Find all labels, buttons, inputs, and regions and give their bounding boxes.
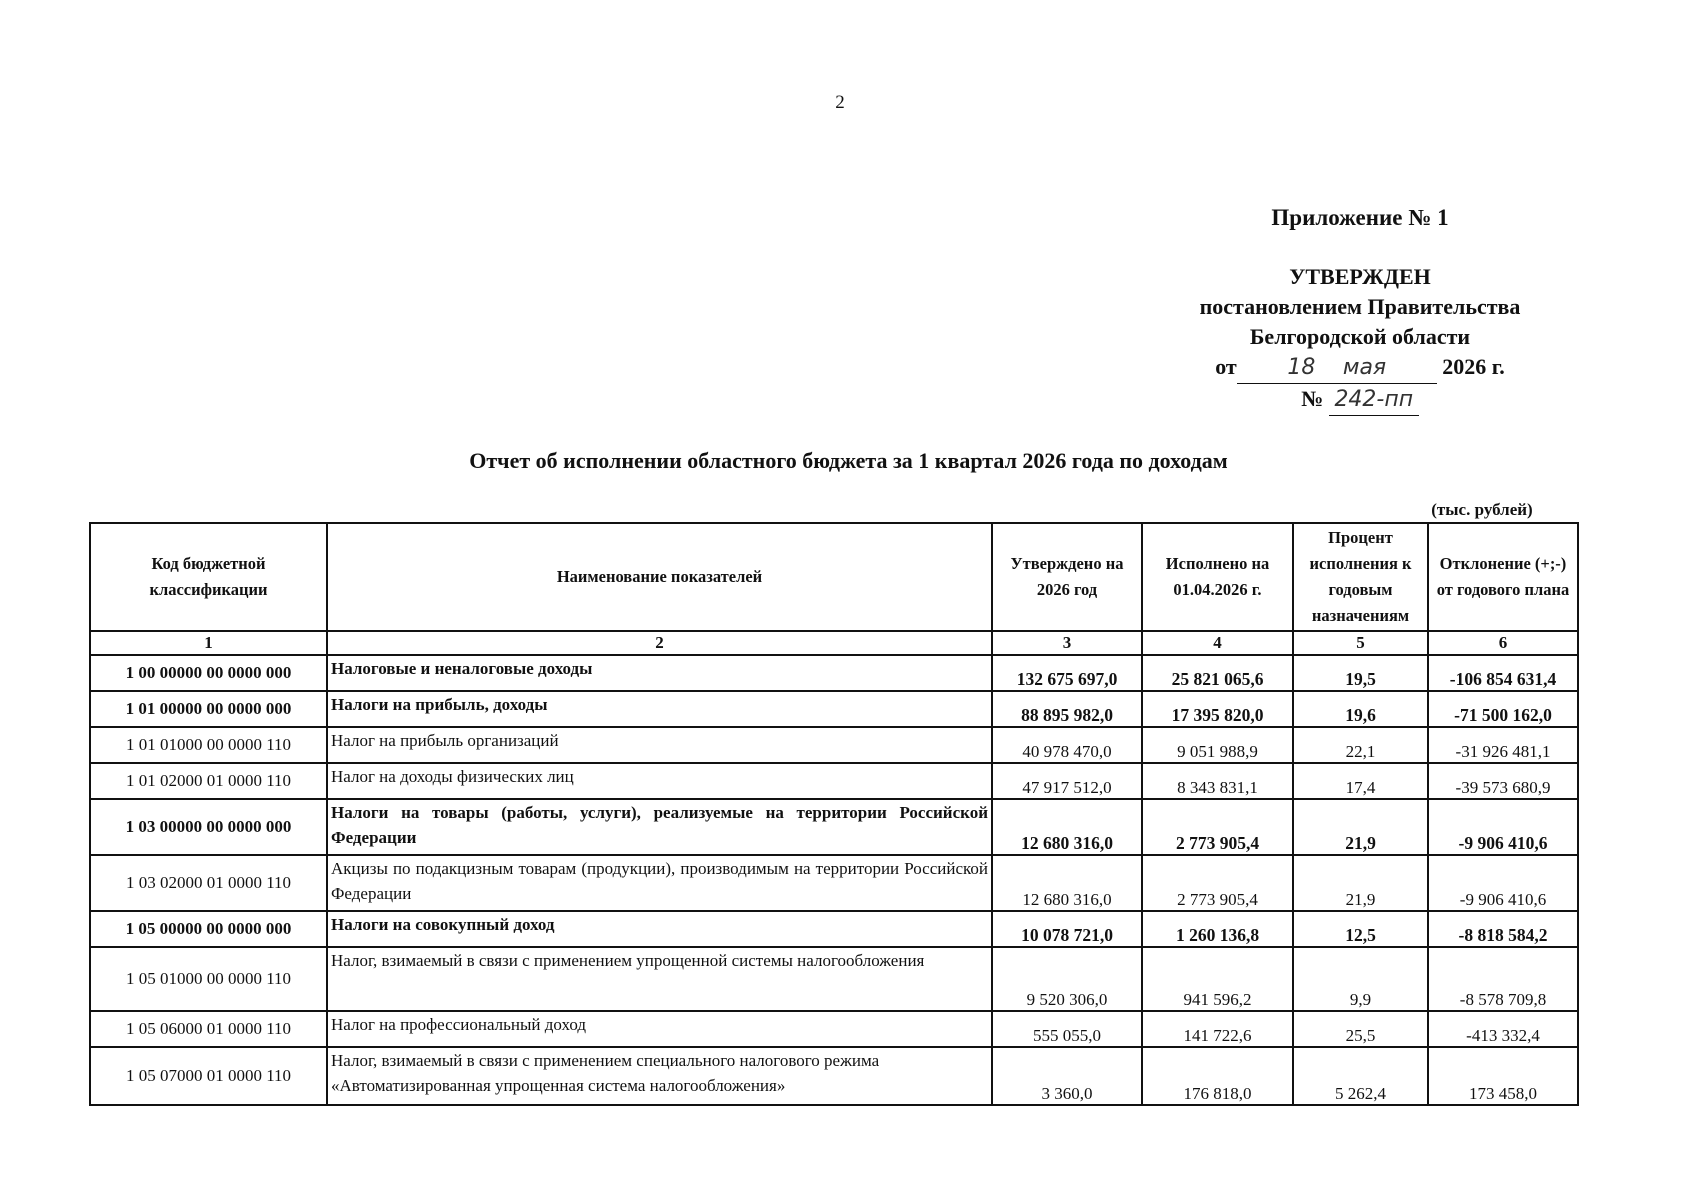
report-title: Отчет об исполнении областного бюджета за 1 квартал 2026 года по доходам xyxy=(469,448,1228,473)
number-blank xyxy=(1329,384,1419,416)
row-deviation: -39 573 680,9 xyxy=(1428,763,1578,799)
date-year: 2026 г. xyxy=(1442,354,1505,379)
row-name: Налоги на товары (работы, услуги), реализуемые на территории Российской Федерации xyxy=(327,799,992,855)
row-approved: 9 520 306,0 xyxy=(992,947,1142,1011)
approval-line-2: Белгородской области xyxy=(1249,324,1471,349)
row-deviation: -8 578 709,8 xyxy=(1428,947,1578,1011)
column-number: 3 xyxy=(992,631,1142,655)
row-approved: 10 078 721,0 xyxy=(992,911,1142,947)
row-name: Налог на профессиональный доход xyxy=(327,1011,992,1047)
row-name: Налог, взимаемый в связи с применением специального налогового режима «Автоматизированная упрощенная система налогообложения» xyxy=(327,1047,992,1105)
column-number: 5 xyxy=(1293,631,1428,655)
row-percent: 21,9 xyxy=(1293,855,1428,911)
header-name: Наименование показателей xyxy=(327,523,992,631)
row-approved: 132 675 697,0 xyxy=(992,655,1142,691)
table-row xyxy=(90,691,1578,727)
row-executed: 8 343 831,1 xyxy=(1142,763,1293,799)
column-number-row xyxy=(90,631,1578,655)
row-approved: 40 978 470,0 xyxy=(992,727,1142,763)
date-blank xyxy=(1237,352,1437,384)
table-row xyxy=(90,1047,1578,1105)
row-code: 1 05 06000 01 0000 110 xyxy=(90,1011,327,1047)
page-number: 2 xyxy=(835,92,845,113)
header-approved: Утверждено на 2026 год xyxy=(992,523,1142,631)
row-executed: 941 596,2 xyxy=(1142,947,1293,1011)
row-percent: 19,5 xyxy=(1293,655,1428,691)
table-row xyxy=(90,655,1578,691)
row-name: Налоговые и неналоговые доходы xyxy=(327,655,992,691)
row-approved: 12 680 316,0 xyxy=(992,855,1142,911)
row-deviation: -31 926 481,1 xyxy=(1428,727,1578,763)
row-code: 1 05 00000 00 0000 000 xyxy=(90,911,327,947)
table-row xyxy=(90,855,1578,911)
row-executed: 141 722,6 xyxy=(1142,1011,1293,1047)
row-percent: 19,6 xyxy=(1293,691,1428,727)
row-name: Налог на прибыль организаций xyxy=(327,727,992,763)
table-row xyxy=(90,947,1578,1011)
row-deviation: -71 500 162,0 xyxy=(1428,691,1578,727)
revenue-table xyxy=(89,522,1579,1106)
header-executed: Исполнено на 01.04.2026 г. xyxy=(1142,523,1293,631)
column-number: 4 xyxy=(1142,631,1293,655)
approved-label: УТВЕРЖДЕН xyxy=(1289,264,1431,289)
row-deviation: -413 332,4 xyxy=(1428,1011,1578,1047)
header-code: Код бюджетной классификации xyxy=(90,523,327,631)
number-prefix: № xyxy=(1301,386,1324,411)
row-code: 1 01 02000 01 0000 110 xyxy=(90,763,327,799)
date-day: 18 xyxy=(1287,355,1316,380)
row-percent: 5 262,4 xyxy=(1293,1047,1428,1105)
row-executed: 1 260 136,8 xyxy=(1142,911,1293,947)
row-deviation: -9 906 410,6 xyxy=(1428,799,1578,855)
row-executed: 17 395 820,0 xyxy=(1142,691,1293,727)
table-row xyxy=(90,727,1578,763)
row-percent: 25,5 xyxy=(1293,1011,1428,1047)
approval-number xyxy=(1150,384,1570,416)
row-name: Налог, взимаемый в связи с применением упрощенной системы налогообложения xyxy=(327,947,992,1011)
row-executed: 2 773 905,4 xyxy=(1142,855,1293,911)
row-percent: 9,9 xyxy=(1293,947,1428,1011)
column-number: 2 xyxy=(327,631,992,655)
row-deviation: -9 906 410,6 xyxy=(1428,855,1578,911)
header-row xyxy=(90,523,1578,631)
row-code: 1 01 01000 00 0000 110 xyxy=(90,727,327,763)
row-approved: 3 360,0 xyxy=(992,1047,1142,1105)
appendix-title: Приложение № 1 xyxy=(1271,205,1449,230)
row-name: Налог на доходы физических лиц xyxy=(327,763,992,799)
row-code: 1 05 07000 01 0000 110 xyxy=(90,1047,327,1105)
row-deviation: -8 818 584,2 xyxy=(1428,911,1578,947)
row-approved: 555 055,0 xyxy=(992,1011,1142,1047)
table-row xyxy=(90,763,1578,799)
number-value: 242-пп xyxy=(1334,387,1414,412)
row-code: 1 00 00000 00 0000 000 xyxy=(90,655,327,691)
header-deviation: Отклонение (+;-) от годового плана xyxy=(1428,523,1578,631)
table-row xyxy=(90,911,1578,947)
row-percent: 21,9 xyxy=(1293,799,1428,855)
row-code: 1 03 00000 00 0000 000 xyxy=(90,799,327,855)
approval-block xyxy=(1150,262,1570,416)
approval-date xyxy=(1150,352,1570,384)
row-name: Акцизы по подакцизным товарам (продукции), производимым на территории Российской Федерации xyxy=(327,855,992,911)
approval-line-1: постановлением Правительства xyxy=(1199,294,1521,319)
row-percent: 22,1 xyxy=(1293,727,1428,763)
row-name: Налоги на прибыль, доходы xyxy=(327,691,992,727)
row-code: 1 05 01000 00 0000 110 xyxy=(90,947,327,1011)
table-row xyxy=(90,799,1578,855)
row-executed: 2 773 905,4 xyxy=(1142,799,1293,855)
row-deviation: -106 854 631,4 xyxy=(1428,655,1578,691)
row-deviation: 173 458,0 xyxy=(1428,1047,1578,1105)
date-month: мая xyxy=(1342,355,1387,380)
row-percent: 17,4 xyxy=(1293,763,1428,799)
table-row xyxy=(90,1011,1578,1047)
row-executed: 176 818,0 xyxy=(1142,1047,1293,1105)
row-approved: 88 895 982,0 xyxy=(992,691,1142,727)
row-percent: 12,5 xyxy=(1293,911,1428,947)
row-name: Налоги на совокупный доход xyxy=(327,911,992,947)
row-code: 1 01 00000 00 0000 000 xyxy=(90,691,327,727)
column-number: 1 xyxy=(90,631,327,655)
row-executed: 25 821 065,6 xyxy=(1142,655,1293,691)
date-prefix: от xyxy=(1215,354,1237,379)
row-approved: 47 917 512,0 xyxy=(992,763,1142,799)
column-number: 6 xyxy=(1428,631,1578,655)
row-executed: 9 051 988,9 xyxy=(1142,727,1293,763)
row-code: 1 03 02000 01 0000 110 xyxy=(90,855,327,911)
row-approved: 12 680 316,0 xyxy=(992,799,1142,855)
header-percent: Процент исполнения к годовым назначениям xyxy=(1293,523,1428,631)
units-label: (тыс. рублей) xyxy=(1431,500,1533,519)
